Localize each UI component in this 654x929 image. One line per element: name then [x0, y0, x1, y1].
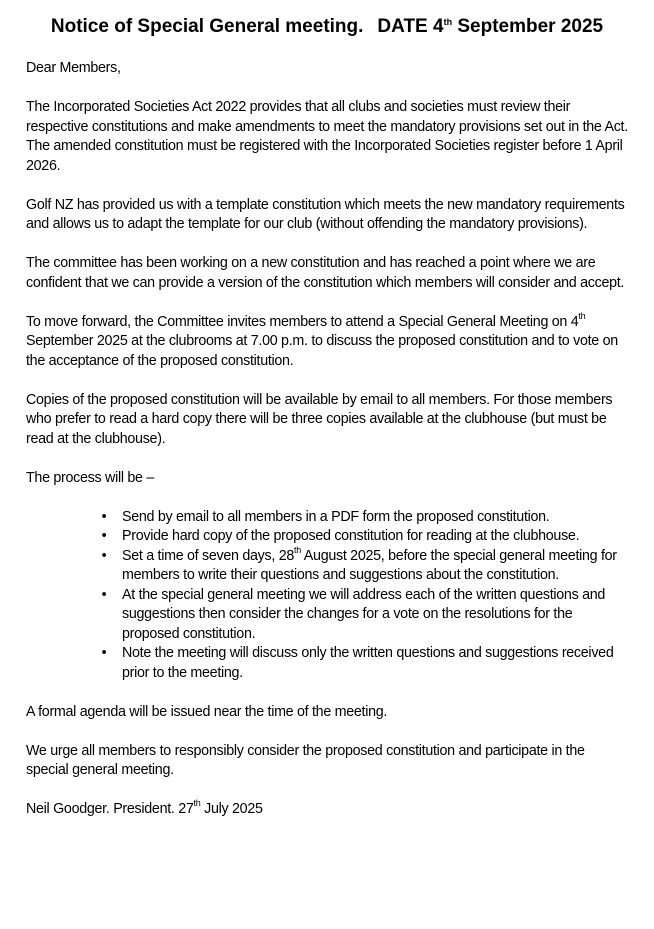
title-main: Notice of Special General meeting.: [50, 16, 364, 37]
list-item: • Note the meeting will discuss only the written questions and suggestions received prior to the meeting.: [122, 644, 628, 683]
bullet-icon: •: [101, 586, 107, 603]
bullet-icon: •: [101, 508, 107, 525]
title-date: DATE 4th September 2025: [377, 16, 604, 37]
paragraph-urge: We urge all members to responsibly consider the proposed constitution and participate in the special general meeting.: [26, 742, 585, 778]
page-title: [26, 14, 628, 40]
paragraph-agenda: A formal agenda will be issued near the time of the meeting.: [26, 703, 388, 720]
bullet-icon: •: [101, 528, 107, 544]
paragraph-copies: Copies of the proposed constitution will be available by email to all members. For those members who prefer to read a hard copy there will be three copies available at the clubhouse (but must be read at the clubhouse).: [26, 391, 613, 447]
paragraph-template: Golf NZ has provided us with a template constitution which meets the new mandatory requirements and allows us to adapt the template for our club (without offending the mandatory provisions).: [26, 196, 625, 232]
paragraph-act: The Incorporated Societies Act 2022 provides that all clubs and societies must review their respective constitutions and make amendments to meet the mandatory provisions set out in the Act. The amended constitution must be registered with the Incorporated Societies register before 1 April 2026.: [26, 99, 628, 174]
salutation: Dear Members,: [26, 60, 121, 76]
list-item: • Set a time of seven days, 28th August 2025, before the special general meeting for members to write their questions and suggestions about the constitution.: [122, 547, 628, 586]
paragraph-process-intro: The process will be –: [26, 469, 154, 486]
bullet-icon: •: [101, 645, 107, 661]
paragraph-meeting: To move forward, the Committee invites members to attend a Special General Meeting on 4th September 2025 at the clubrooms at 7.00 p.m. to discuss the proposed constitution and to vote on the acceptance of the proposed constitution.: [26, 310, 618, 369]
list-item: • Provide hard copy of the proposed constitution for reading at the clubhouse.: [122, 527, 628, 547]
list-item: • Send by email to all members in a PDF form the proposed constitution.: [122, 508, 628, 528]
signature: Neil Goodger. President. 27th July 2025: [26, 798, 263, 817]
bullet-icon: •: [101, 547, 107, 564]
process-list: [26, 508, 628, 684]
list-item: • At the special general meeting we will address each of the written questions and suggestions then consider the changes for a vote on the resolutions for the proposed constitution.: [122, 586, 628, 645]
paragraph-committee: The committee has been working on a new constitution and has reached a point where we are confident that we can provide a version of the constitution which members will consider and accept.: [26, 255, 625, 291]
